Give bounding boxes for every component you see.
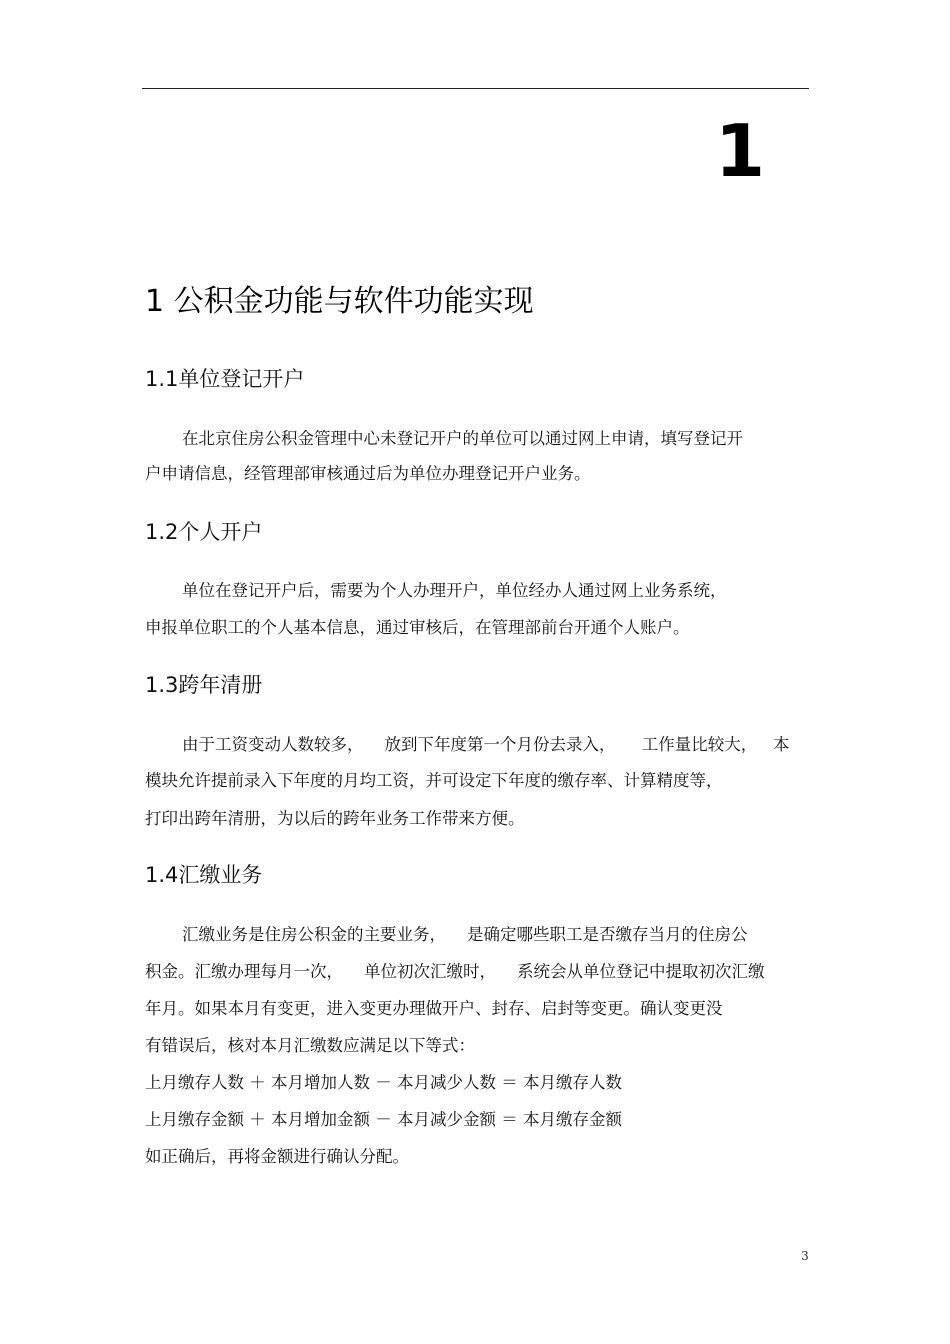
section-heading-1-4: 1.4汇缴业务 bbox=[145, 863, 263, 887]
equation-line: 上月缴存金额 ＋ 本月增加金额 － 本月减少金额 ＝ 本月缴存金额 bbox=[145, 1110, 622, 1129]
paragraph-line: 年月。如果本月有变更，进入变更办理做开户、封存、启封等变更。确认变更没 bbox=[145, 999, 723, 1018]
paragraph-line: 由于工资变动人数较多， 放到下年度第一个月份去录入， 工作量比较大， 本 bbox=[182, 735, 790, 754]
section-heading-1-1: 1.1单位登记开户 bbox=[145, 367, 305, 391]
paragraph-line: 申报单位职工的个人基本信息，通过审核后，在管理部前台开通个人账户。 bbox=[145, 618, 690, 637]
section-heading-1-3: 1.3跨年清册 bbox=[145, 673, 263, 697]
chapter-number: 1 bbox=[714, 109, 766, 193]
paragraph-line: 单位在登记开户后，需要为个人办理开户，单位经办人通过网上业务系统， bbox=[182, 581, 727, 600]
chapter-title: 1 公积金功能与软件功能实现 bbox=[145, 284, 534, 319]
paragraph-line: 打印出跨年清册，为以后的跨年业务工作带来方便。 bbox=[145, 809, 525, 828]
paragraph-line: 如正确后，再将金额进行确认分配。 bbox=[145, 1147, 409, 1166]
equation-line: 上月缴存人数 ＋ 本月增加人数 － 本月减少人数 ＝ 本月缴存人数 bbox=[145, 1073, 622, 1092]
paragraph-line: 户申请信息，经管理部审核通过后为单位办理登记开户业务。 bbox=[145, 464, 591, 483]
paragraph-line: 在北京住房公积金管理中心未登记开户的单位可以通过网上申请，填写登记开 bbox=[182, 429, 743, 448]
paragraph-line: 有错误后，核对本月汇缴数应满足以下等式： bbox=[145, 1036, 475, 1055]
paragraph-line: 积金。汇缴办理每月一次， 单位初次汇缴时， 系统会从单位登记中提取初次汇缴 bbox=[145, 962, 765, 981]
paragraph-line: 汇缴业务是住房公积金的主要业务， 是确定哪些职工是否缴存当月的住房公 bbox=[182, 925, 748, 944]
header-rule bbox=[142, 88, 809, 89]
paragraph-line: 模块允许提前录入下年度的月均工资，并可设定下年度的缴存率、计算精度等， bbox=[145, 771, 723, 790]
section-heading-1-2: 1.2个人开户 bbox=[145, 520, 263, 544]
page-number: 3 bbox=[801, 1249, 809, 1263]
